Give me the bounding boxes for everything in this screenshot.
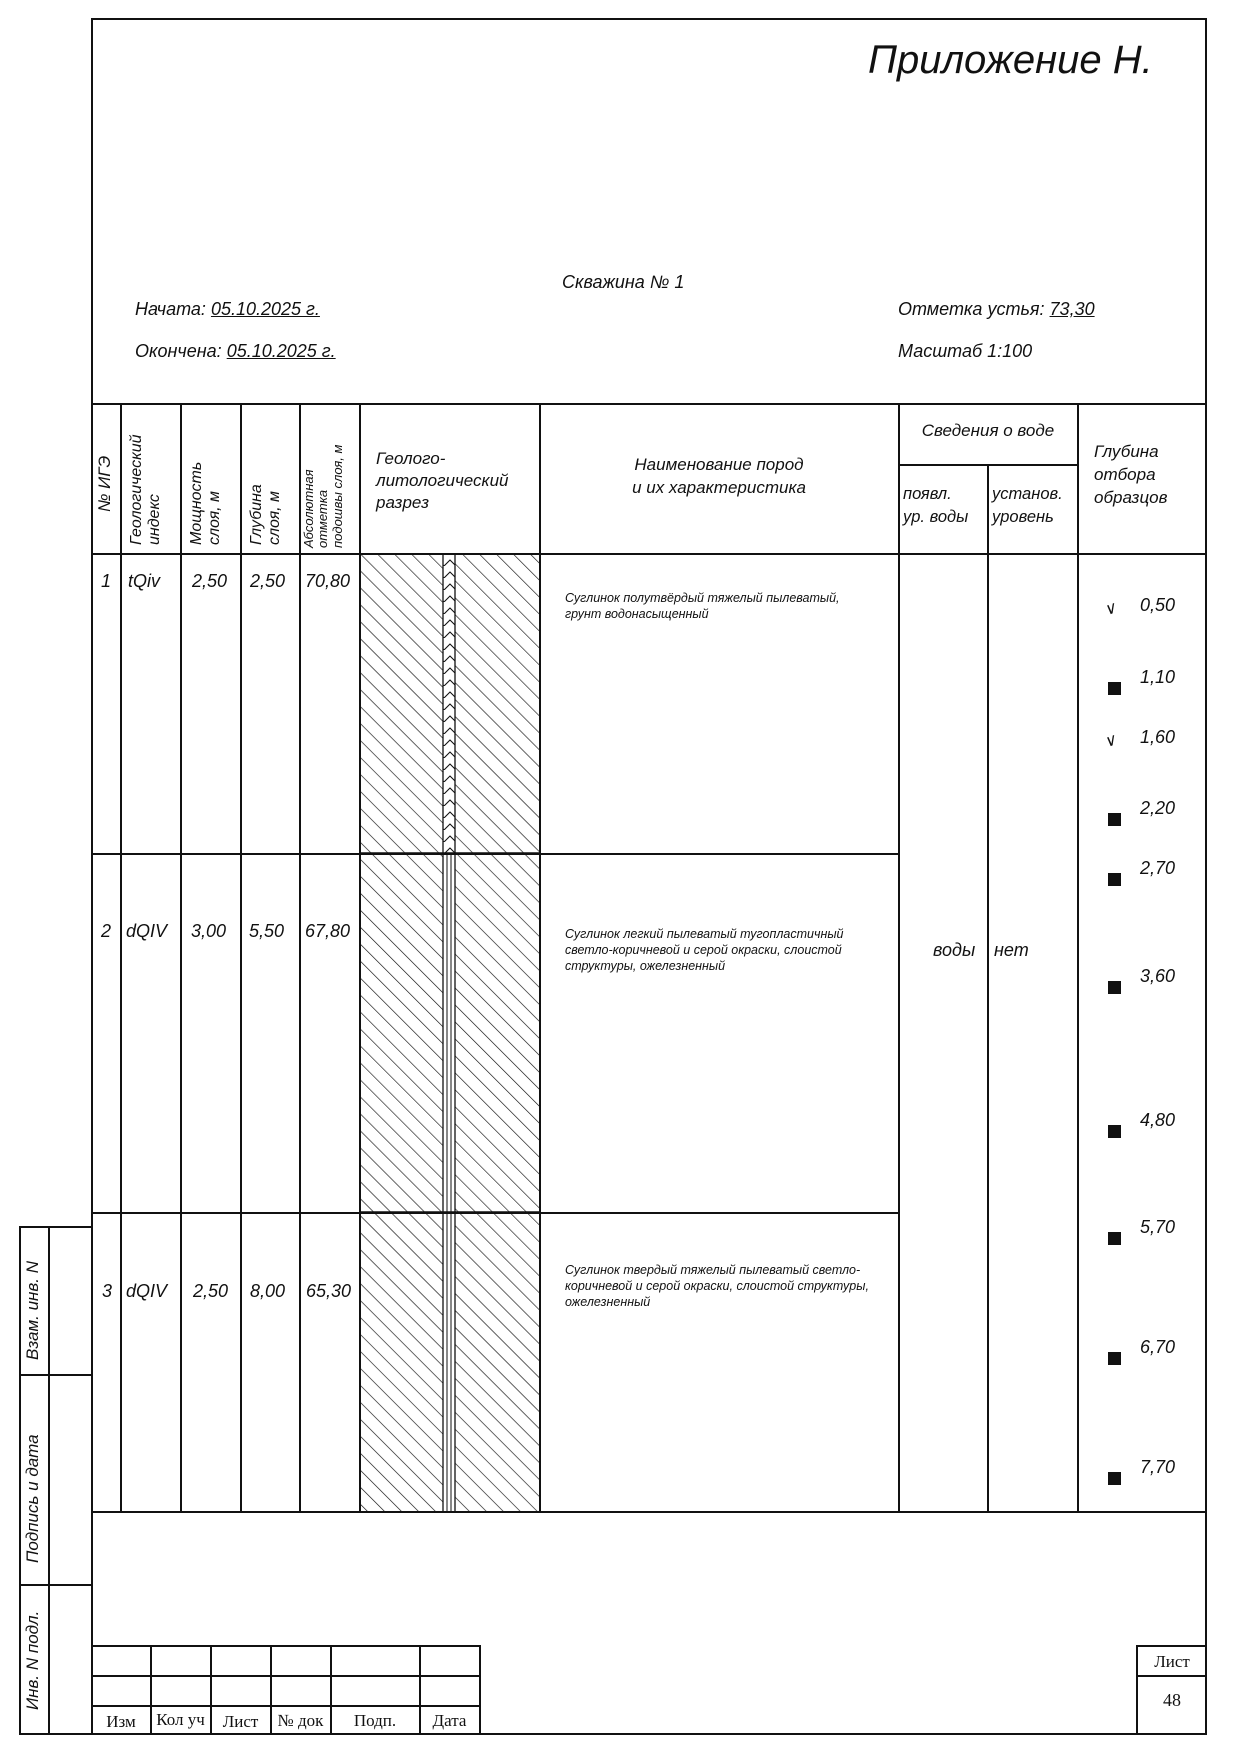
filled-square-icon xyxy=(1108,1125,1121,1138)
filled-square-icon xyxy=(1108,873,1121,886)
check-mark-icon: ∨ xyxy=(1101,599,1119,620)
collar-elevation xyxy=(898,299,1095,320)
filled-square-icon xyxy=(1108,1232,1121,1245)
borehole-title: Скважина № 1 xyxy=(562,272,685,292)
filled-square-icon xyxy=(1108,682,1121,695)
header-ige: № ИГЭ xyxy=(95,455,114,512)
finished-row xyxy=(135,341,336,362)
geo-lithological-section xyxy=(360,554,539,1511)
finished-date: 05.10.2025 г. xyxy=(226,341,336,361)
filled-square-icon xyxy=(1108,813,1121,826)
rock-description: Суглинок легкий пылеватый тугопластичный светло-коричневой и серой окраски, слоистой структуры, ожелезненный xyxy=(565,927,844,973)
sample-depth: 2,20 xyxy=(1140,798,1176,819)
filled-square-icon xyxy=(1108,1352,1121,1365)
filled-square-icon xyxy=(1108,981,1121,994)
sheet-label: Лист xyxy=(1154,1652,1190,1671)
started-row xyxy=(135,299,320,320)
header-depth: Глубина слоя, м xyxy=(248,484,283,545)
header-water-appear: появл. ур. воды xyxy=(903,485,969,526)
sample-depth: 1,60 xyxy=(1140,726,1176,747)
appendix-title: Приложение Н. xyxy=(868,38,1153,82)
header-geo-index: Геологический индекс xyxy=(128,434,163,545)
hatch-left xyxy=(360,554,443,1511)
header-sample-depth: Глубина отбора образцов xyxy=(1094,442,1168,507)
rock-description: Суглинок полутвёрдый тяжелый пылеватый, грунт водонасыщенный xyxy=(565,591,840,621)
sample-depth: 2,70 xyxy=(1140,858,1176,879)
collar-value: 73,30 xyxy=(1049,299,1095,319)
title-col-doc: № док xyxy=(277,1711,324,1730)
finished-label: Окончена: xyxy=(135,341,222,361)
sample-depth: 1,10 xyxy=(1140,666,1176,687)
hatch-right xyxy=(455,554,539,1511)
water-level-value: нет xyxy=(994,940,1029,960)
check-mark-icon: ∨ xyxy=(1101,730,1119,751)
sample-depth: 5,70 xyxy=(1140,1217,1176,1238)
sample-depth: 3,60 xyxy=(1140,965,1176,986)
inv-orig-label: Инв. N подл. xyxy=(23,1610,42,1710)
header-thickness: Мощность слоя, м xyxy=(188,461,223,545)
title-col-kol: Кол уч xyxy=(156,1710,205,1729)
sample-depth: 7,70 xyxy=(1140,1456,1176,1477)
filled-square-icon xyxy=(1108,1472,1121,1485)
sheet-number: 48 xyxy=(1163,1690,1181,1710)
title-col-sign: Подп. xyxy=(353,1711,397,1730)
sample-depth: 6,70 xyxy=(1140,1336,1176,1357)
title-col-list: Лист xyxy=(222,1712,259,1731)
rock-description: Суглинок твердый тяжелый пылеватый светло-коричневой и серой окраски, слоистой структуры, ожелезненный xyxy=(565,1263,869,1309)
header-geo-section: Геолого- литологический разрез xyxy=(376,449,509,512)
replace-inv-label: Взам. инв. N xyxy=(23,1260,42,1360)
chevron-strip-layer1 xyxy=(443,554,455,853)
water-appear-value: воды xyxy=(933,940,976,960)
title-col-date: Дата xyxy=(432,1711,467,1730)
title-col-izm: Изм xyxy=(106,1712,136,1731)
header-water-level: установ. уровень xyxy=(992,485,1063,526)
sign-date-label: Подпись и дата xyxy=(23,1434,42,1563)
collar-label: Отметка устья: xyxy=(898,299,1045,319)
header-water-info: Сведения о воде xyxy=(921,421,1055,440)
header-abs-elevation: Абсолютная отметка подошвы слоя, м xyxy=(301,444,345,548)
sample-depth: 0,50 xyxy=(1140,594,1176,615)
header-rock-name: Наименование пород и их характеристика xyxy=(632,455,806,497)
scale-label: Масштаб 1:100 xyxy=(898,341,1033,361)
started-label: Начата: xyxy=(135,299,206,319)
started-date: 05.10.2025 г. xyxy=(210,299,320,319)
sample-depth: 4,80 xyxy=(1140,1109,1176,1130)
